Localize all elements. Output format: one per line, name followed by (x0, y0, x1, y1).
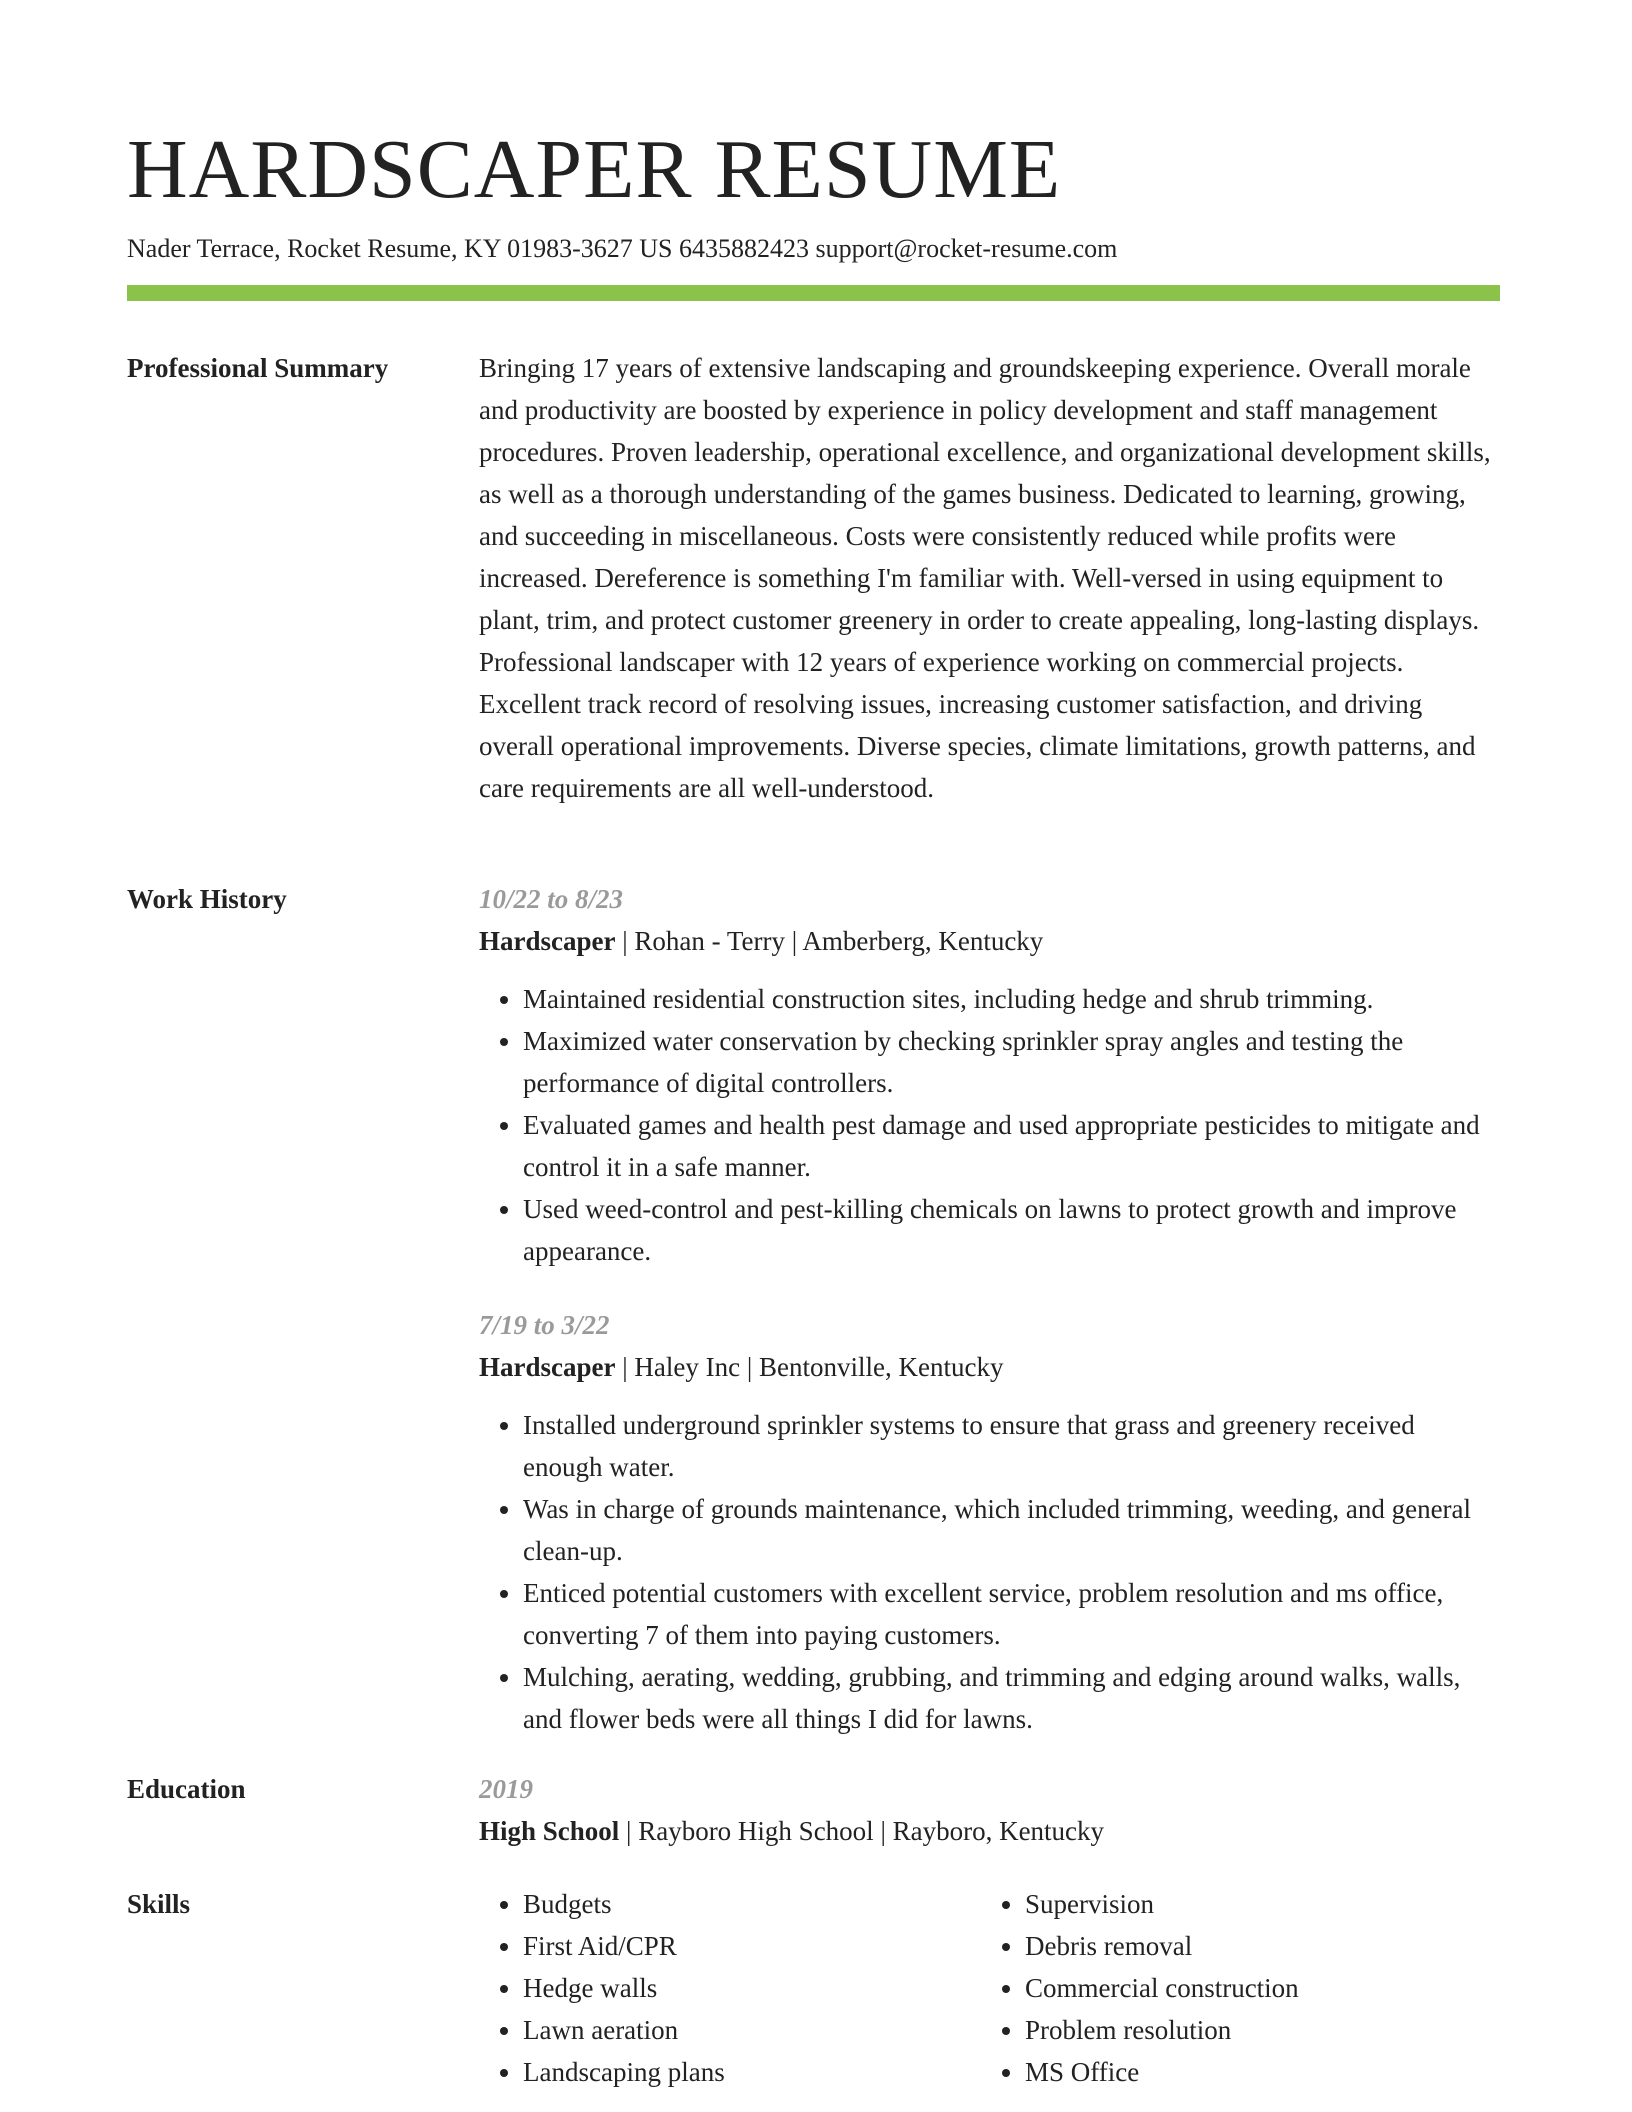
summary-heading: Professional Summary (127, 353, 389, 383)
skill-item: • Commercial construction (1025, 1967, 1483, 2009)
skill-item: • Debris removal (1025, 1925, 1483, 1967)
skill-item: • MS Office (1025, 2051, 1483, 2093)
contact-phone: 6435882423 (678, 234, 816, 263)
job-employer-location: | Rohan - Terry | Amberberg, Kentucky (615, 926, 1044, 956)
contact-email: support@rocket-resume.com (815, 234, 1118, 263)
skill-item: • Budgets (523, 1883, 981, 1925)
work-history-heading: Work History (127, 884, 287, 914)
job-bullet: • Evaluated games and health pest damage and used appropriate pesticides to mitigate and control it in a safe manner. (523, 1104, 1500, 1188)
job-role: Hardscaper (479, 926, 616, 956)
skills-list-left (479, 1883, 981, 2093)
job-entry (479, 1304, 1500, 1740)
job-bullet: • Mulching, aerating, wedding, grubbing, and trimming and edging around walks, walls, and flower beds were all things I did for lawns. (523, 1656, 1500, 1740)
accent-divider (127, 285, 1500, 301)
job-employer-location: | Haley Inc | Bentonville, Kentucky (615, 1352, 1004, 1382)
job-role: Hardscaper (479, 1352, 616, 1382)
job-title-line (479, 1346, 1500, 1388)
skill-item: • Supervision (1025, 1883, 1483, 1925)
skills-body (479, 1883, 1500, 2093)
education-line (479, 1810, 1500, 1852)
contact-address: Nader Terrace, Rocket Resume, KY 01983-3627 US (127, 234, 679, 263)
job-entry (479, 878, 1500, 1272)
summary-body (479, 347, 1500, 809)
skill-item: • Hedge walls (523, 1967, 981, 2009)
summary-text: Bringing 17 years of extensive landscaping and groundskeeping experience. Overall morale and productivity are boosted by experience in policy development and staff management procedures. Proven leadership, operational excellence, and organizational development skills, as well as a thorough understanding of the games business. Dedicated to learning, growing, and succeeding in miscellaneous. Costs were consistently reduced while profits were increased. Dereference is something I'm familiar with. Well-versed in using equipment to plant, trim, and protect customer greenery in order to create appealing, long-lasting displays. Professional landscaper with 12 years of experience working on commercial projects. Excellent track record of resolving issues, increasing customer satisfaction, and driving overall operational improvements. Diverse species, climate limitations, growth patterns, and care requirements are all well-understood. (479, 353, 1491, 803)
job-bullet: • Used weed-control and pest-killing chemicals on lawns to protect growth and improve appearance. (523, 1188, 1500, 1272)
education-heading: Education (127, 1774, 246, 1804)
education-body (479, 1768, 1500, 1852)
skill-item: • Landscaping plans (523, 2051, 981, 2093)
contact-line (127, 231, 1117, 267)
resume-title: HARDSCAPER RESUME (127, 123, 1062, 216)
job-bullet: • Installed underground sprinkler systems to ensure that grass and greenery received enough water. (523, 1404, 1500, 1488)
job-bullet: • Was in charge of grounds maintenance, which included trimming, weeding, and general clean-up. (523, 1488, 1500, 1572)
work-history-body (479, 878, 1500, 1740)
job-bullets (479, 1404, 1500, 1740)
skill-item: • Lawn aeration (523, 2009, 981, 2051)
job-bullet: • Maximized water conservation by checking sprinkler spray angles and testing the performance of digital controllers. (523, 1020, 1500, 1104)
job-title-line (479, 920, 1500, 962)
job-dates: 7/19 to 3/22 (479, 1310, 610, 1340)
skills-columns (479, 1883, 1500, 2093)
skills-heading: Skills (127, 1889, 191, 1919)
skills-list-right (981, 1883, 1483, 2093)
education-school-location: | Rayboro High School | Rayboro, Kentucky (619, 1816, 1105, 1846)
education-year: 2019 (479, 1774, 533, 1804)
skill-item: • First Aid/CPR (523, 1925, 981, 1967)
education-degree: High School (479, 1816, 620, 1846)
job-bullet: • Enticed potential customers with excellent service, problem resolution and ms office, converting 7 of them into paying customers. (523, 1572, 1500, 1656)
skill-item: • Problem resolution (1025, 2009, 1483, 2051)
job-bullet: • Maintained residential construction sites, including hedge and shrub trimming. (523, 978, 1500, 1020)
job-dates: 10/22 to 8/23 (479, 884, 624, 914)
job-bullets (479, 978, 1500, 1272)
